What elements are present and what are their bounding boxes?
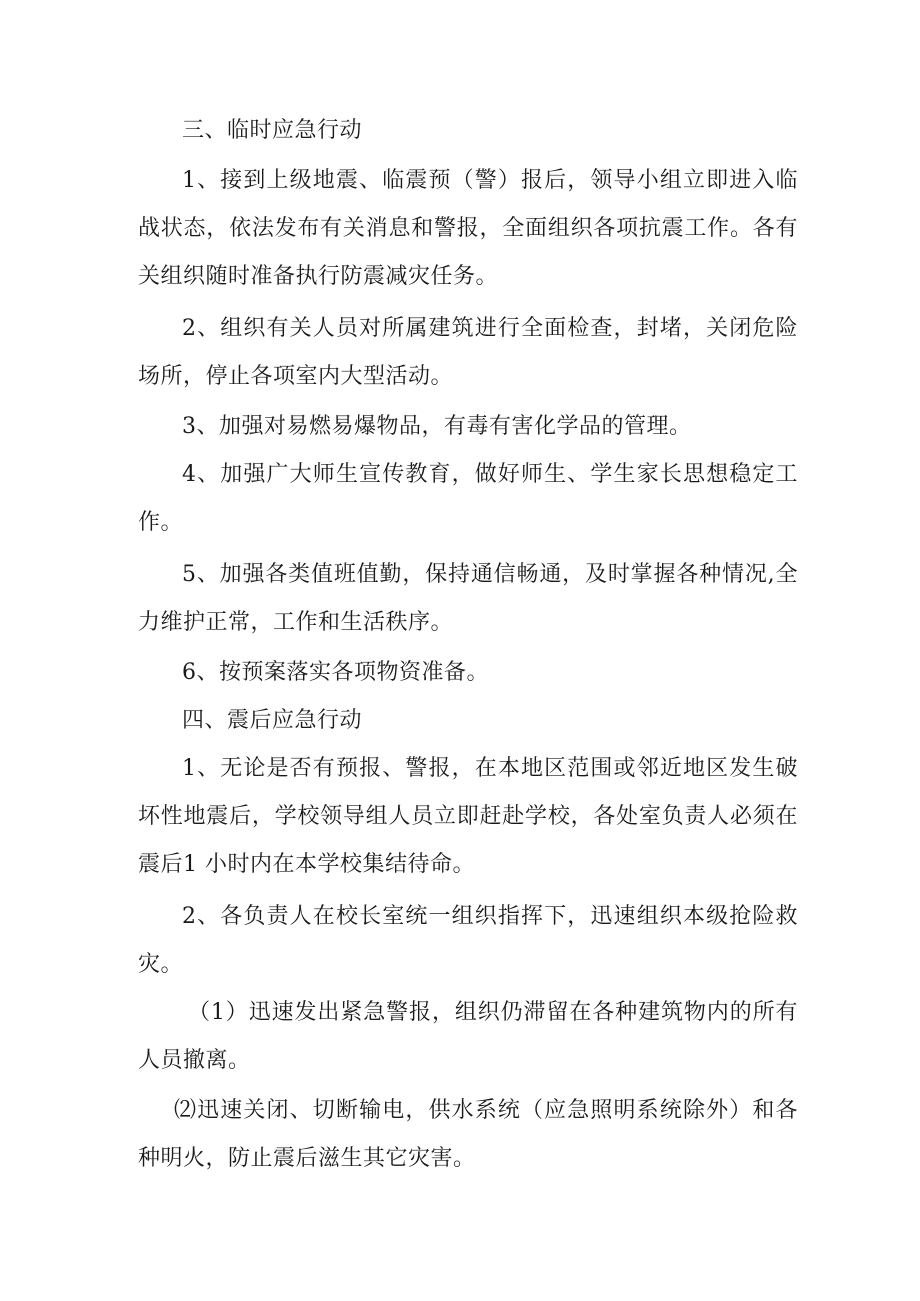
paragraph-4-1: 1、无论是否有预报、警报，在本地区范围或邻近地区发生破坏性地震后，学校领导组人员立即赶赴学校，各处室负责人必须在震后1 小时内在本学校集结待命。 (138, 756, 798, 877)
paragraph-4-2-item-2: ⑵迅速关闭、切断输电，供水系统（应急照明系统除外）和各种明火，防止震后滋生其它灾害。 (138, 1098, 798, 1171)
paragraph-3-6: 6、按预案落实各项物资准备。 (182, 660, 489, 685)
paragraph-3-4: 4、加强广大师生宣传教育，做好师生、学生家长思想稳定工作。 (138, 462, 798, 535)
paragraph-3-1: 1、接到上级地震、临震预（警）报后，领导小组立即进入临战状态，依法发布有关消息和警报，全面组织各项抗震工作。各有关组织随时准备执行防震减灾任务。 (138, 168, 798, 289)
paragraph-4-2-item-1: （1）迅速发出紧急警报，组织仍滞留在各种建筑物内的所有人员撤离。 (138, 1000, 798, 1073)
paragraph-3-2: 2、组织有关人员对所属建筑进行全面检查，封堵，关闭危险场所，停止各项室内大型活动。 (138, 316, 798, 389)
section-heading-3: 三、临时应急行动 (182, 118, 363, 143)
section-heading-4: 四、震后应急行动 (182, 708, 363, 733)
paragraph-4-2: 2、各负责人在校长室统一组织指挥下，迅速组织本级抢险救灾。 (138, 904, 798, 977)
paragraph-3-3: 3、加强对易燃易爆物品，有毒有害化学品的管理。 (182, 414, 692, 439)
paragraph-3-5: 5、加强各类值班值勤，保持通信畅通，及时掌握各种情况,全力维护正常，工作和生活秩序。 (138, 562, 798, 635)
